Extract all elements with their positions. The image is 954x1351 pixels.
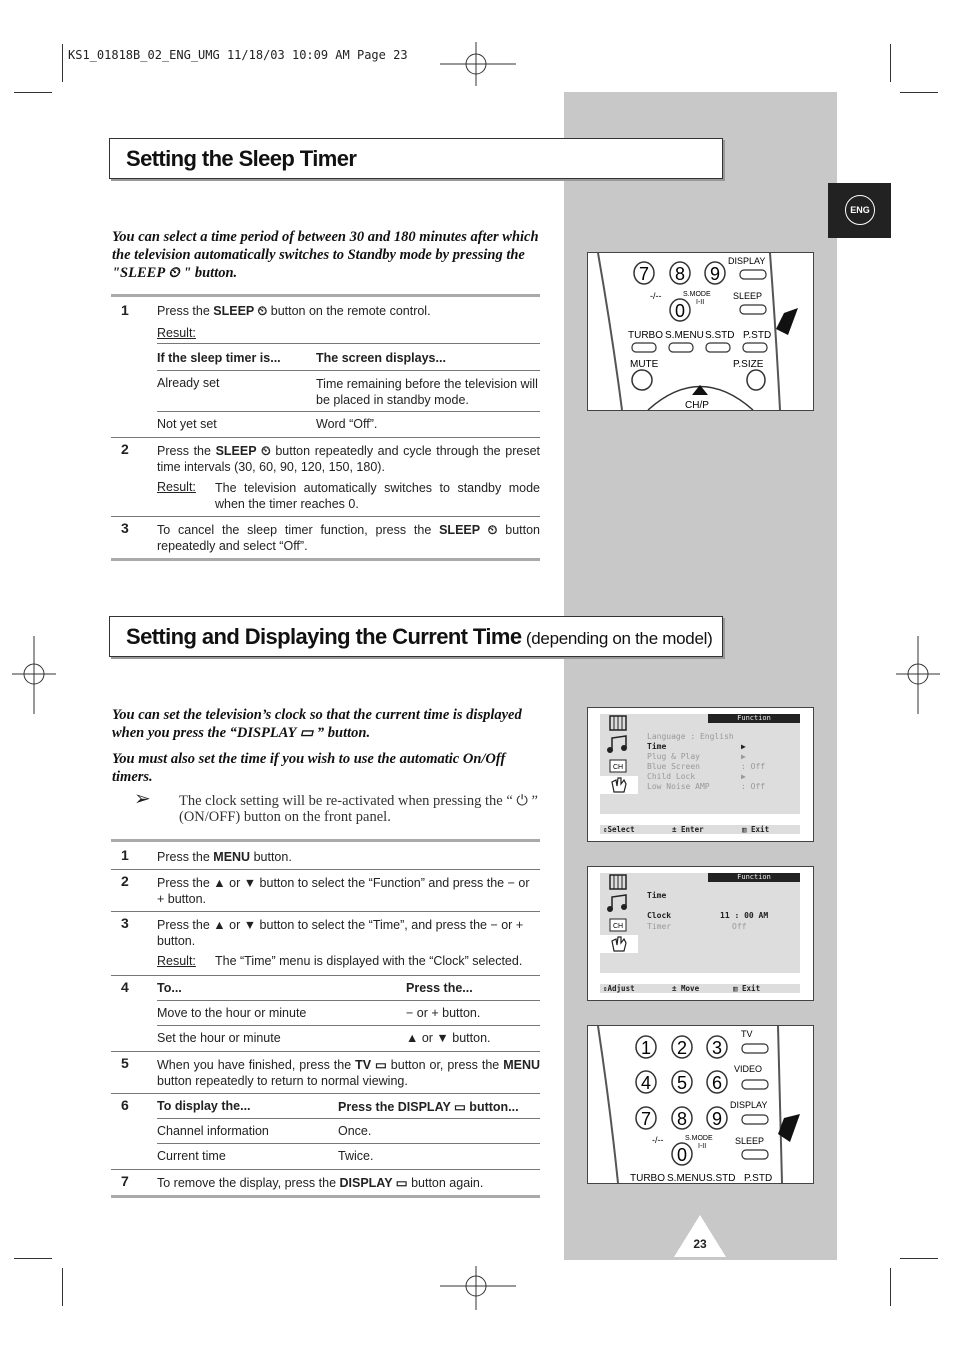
step-text xyxy=(157,1057,540,1089)
step-divider xyxy=(111,975,540,976)
text-run: When you have finished, press the xyxy=(157,1058,356,1072)
page-number-marker xyxy=(674,1215,726,1257)
text-run: button repeatedly and select “Off”. xyxy=(157,523,540,553)
button-label: SLEEP xyxy=(733,291,763,301)
crop-mark xyxy=(62,1268,63,1306)
step-number: 5 xyxy=(121,1055,129,1071)
button-label: DISPLAY xyxy=(730,1100,768,1110)
osd-sidebar xyxy=(600,714,638,794)
digit-label: 7 xyxy=(640,1109,652,1129)
table-cell: Word “Off”. xyxy=(316,417,378,431)
osd-value: ▶ xyxy=(741,772,746,781)
button-label: -/-- xyxy=(652,1135,664,1145)
digit-label: 2 xyxy=(676,1038,688,1058)
osd-title: Time xyxy=(647,891,667,900)
button-label: TURBO xyxy=(628,330,663,341)
note-arrow-icon: ➢ xyxy=(134,788,151,810)
sub-table-rule xyxy=(157,1143,540,1144)
osd-value: : Off xyxy=(741,782,766,791)
step-text xyxy=(157,443,540,475)
table-header: If the sleep timer is... xyxy=(157,351,281,365)
osd-item: Low Noise AMP xyxy=(647,782,710,791)
step-divider xyxy=(111,437,540,438)
language-tab xyxy=(828,183,891,238)
button-label: VIDEO xyxy=(734,1064,763,1074)
text-run: Press the xyxy=(157,304,214,318)
osd-footer xyxy=(600,984,800,993)
text-run: button or, press the xyxy=(386,1058,504,1072)
crop-mark xyxy=(890,44,891,82)
button-label: I-II xyxy=(696,299,705,306)
section-title xyxy=(110,617,722,657)
result-label: Result: xyxy=(157,954,196,968)
osd-footer-item: ▥ Exit xyxy=(742,825,770,834)
text-run: button again. xyxy=(407,1176,484,1190)
button-label: S.STD xyxy=(706,1173,736,1183)
osd-value: : Off xyxy=(741,762,766,771)
intro-text: You can select a time period of between 30 and 180 minutes after which the television automatically switches to Standby mode by pressing the "SLEEP ⏲ " button. xyxy=(112,229,539,281)
title-qualifier: (depending on the model) xyxy=(521,629,713,648)
step-number: 6 xyxy=(121,1097,129,1113)
registration-mark xyxy=(12,636,56,714)
step-divider xyxy=(111,1051,540,1052)
text-run: To cancel the sleep timer function, press the xyxy=(157,523,440,537)
osd-value: Off xyxy=(732,922,747,931)
table-cell: Already set xyxy=(157,376,220,390)
remote-drawing xyxy=(588,1026,813,1183)
text-run: Press the xyxy=(157,850,214,864)
digit-label: 8 xyxy=(676,1109,688,1129)
intro-text: You can set the television’s clock so that the current time is displayed when you press the “DISPLAY ▭ ” button. xyxy=(112,707,522,741)
osd-header: Function xyxy=(708,873,800,882)
step-divider xyxy=(111,1093,540,1094)
result-text: The “Time” menu is displayed with the “Clock” selected. xyxy=(215,954,523,968)
button-label: S.MODE xyxy=(683,291,711,298)
table-cell: Time remaining before the television will be placed in standby mode. xyxy=(316,377,538,407)
sub-table-rule xyxy=(157,1118,540,1119)
page-number-triangle xyxy=(674,1215,726,1257)
text-run: MENU xyxy=(213,850,251,864)
osd-item: Child Lock xyxy=(647,772,696,781)
table-cell: Not yet set xyxy=(157,417,217,431)
section-title: Setting the Sleep Timer xyxy=(126,146,357,171)
text-run: TV ▭ xyxy=(355,1058,387,1072)
table-cell: − or + button. xyxy=(406,1006,481,1020)
result-label: Result: xyxy=(157,480,196,494)
osd-footer-item: ⇕Select xyxy=(603,825,635,834)
osd-value: ▶ xyxy=(741,752,746,761)
digit-label: 3 xyxy=(711,1038,723,1058)
step-divider xyxy=(111,516,540,517)
osd-value: 11 : 00 AM xyxy=(720,911,769,920)
osd-sidebar xyxy=(600,873,638,953)
ch-label: CH xyxy=(612,764,624,771)
step-number: 2 xyxy=(121,873,129,889)
crop-mark xyxy=(62,44,63,82)
step-number: 4 xyxy=(121,979,129,995)
section-title-box xyxy=(109,616,723,657)
digit-label: 0 xyxy=(676,1145,688,1165)
button-label: I-II xyxy=(698,1143,707,1150)
button-label: -/-- xyxy=(650,291,662,301)
sub-table-rule xyxy=(157,343,540,344)
osd-menu-icons xyxy=(600,714,638,794)
table-header: To display the... xyxy=(157,1099,251,1113)
intro-text: You must also set the time if you wish to use the automatic On/Off timers. xyxy=(112,751,506,785)
text-run: button repeatedly to return to normal viewing. xyxy=(157,1074,408,1088)
button-label: SLEEP xyxy=(735,1136,765,1146)
digit-label: 6 xyxy=(711,1073,723,1093)
sub-table-rule xyxy=(157,1000,540,1001)
text-run: DISPLAY ▭ xyxy=(339,1176,408,1190)
step-divider xyxy=(111,911,540,912)
digit-label: 1 xyxy=(640,1038,652,1058)
table-cell: Twice. xyxy=(338,1149,374,1163)
text-run: Press the xyxy=(157,444,216,458)
sub-table-rule xyxy=(157,1025,540,1026)
osd-item-selected: Time xyxy=(647,742,667,751)
crop-mark xyxy=(890,1268,891,1306)
osd-footer xyxy=(600,825,800,834)
remote-drawing xyxy=(588,253,813,410)
registration-mark xyxy=(440,1266,516,1310)
digit-label: 9 xyxy=(709,264,721,284)
step-text xyxy=(157,1175,540,1191)
text-run: SLEEP ⏲ xyxy=(213,304,268,318)
step-number: 1 xyxy=(121,847,129,863)
step-number: 3 xyxy=(121,915,129,931)
osd-header: Function xyxy=(708,714,800,723)
table-header: The screen displays... xyxy=(316,351,446,365)
osd-time-menu xyxy=(587,866,814,1001)
table-cell: Set the hour or minute xyxy=(157,1031,281,1045)
table-header: To... xyxy=(157,981,182,995)
registration-mark xyxy=(440,42,516,86)
osd-item: Plug & Play xyxy=(647,752,700,761)
crop-mark xyxy=(900,92,938,93)
text-run: button repeatedly and cycle through the preset time intervals (30, 60, 90, 120, 150, 180). xyxy=(157,444,540,474)
osd-footer-item: ± Move xyxy=(672,984,700,993)
table-cell: ▲ or ▼ button. xyxy=(406,1031,491,1045)
text-run: button on the remote control. xyxy=(267,304,431,318)
text-run: SLEEP ⏲ xyxy=(439,523,498,537)
text-run: MENU xyxy=(503,1058,540,1072)
button-label: TURBO xyxy=(630,1173,665,1183)
remote-illustration xyxy=(587,1025,814,1184)
button-label: S.MENU xyxy=(665,330,704,341)
text-run: button. xyxy=(250,850,292,864)
clock-steps xyxy=(111,842,540,1198)
text-run: SLEEP ⏲ xyxy=(215,444,271,458)
button-label: S.STD xyxy=(705,330,735,341)
remote-illustration xyxy=(587,252,814,411)
section-title-box xyxy=(109,138,723,179)
table-header: Press the DISPLAY ▭ button... xyxy=(338,1100,519,1114)
title-main: Setting and Displaying the Current Time xyxy=(126,624,522,649)
button-label: P.STD xyxy=(744,1173,773,1183)
button-label: S.MENU xyxy=(667,1173,706,1183)
table-header: Press the... xyxy=(406,981,473,995)
button-label: P.SIZE xyxy=(733,359,764,370)
page-number: 23 xyxy=(693,1237,707,1251)
step-divider xyxy=(111,869,540,870)
digit-label: 0 xyxy=(674,301,686,321)
crop-mark xyxy=(900,1258,938,1259)
ch-label: CH xyxy=(612,923,624,930)
step-number: 3 xyxy=(121,520,129,536)
sleep-steps xyxy=(111,297,540,565)
print-slug: KS1_01818B_02_ENG_UMG 11/18/03 10:09 AM Page 23 xyxy=(68,48,408,62)
table-bottom-rule xyxy=(111,558,540,561)
digit-label: 5 xyxy=(676,1073,688,1093)
button-label: MUTE xyxy=(630,359,659,370)
step-number: 7 xyxy=(121,1173,129,1189)
result-text: The television automatically switches to standby mode when the timer reaches 0. xyxy=(215,481,540,511)
osd-item: Timer xyxy=(647,922,672,931)
digit-label: 7 xyxy=(638,264,650,284)
table-cell: Once. xyxy=(338,1124,372,1138)
step-text xyxy=(157,522,540,554)
table-cell: Move to the hour or minute xyxy=(157,1006,307,1020)
digit-label: 8 xyxy=(674,264,686,284)
osd-item: Language : English xyxy=(647,732,734,741)
sub-table-rule xyxy=(157,411,540,412)
osd-footer-item: ▥ Exit xyxy=(733,984,761,993)
step-text: Press the ▲ or ▼ button to select the “Function” and press the − or + button. xyxy=(157,876,530,906)
registration-mark xyxy=(896,636,940,714)
sub-table-rule xyxy=(157,370,540,371)
button-label: TV xyxy=(741,1029,753,1039)
button-label: P.STD xyxy=(743,330,772,341)
osd-value: ▶ xyxy=(741,742,746,751)
button-label: S.MODE xyxy=(685,1135,713,1142)
step-divider xyxy=(111,1169,540,1170)
crop-mark xyxy=(14,92,52,93)
digit-label: 4 xyxy=(640,1073,652,1093)
step-number: 2 xyxy=(121,441,129,457)
osd-item-selected: Clock xyxy=(647,911,672,920)
eng-badge: ENG xyxy=(845,195,875,225)
crop-mark xyxy=(14,1258,52,1259)
table-cell: Current time xyxy=(157,1149,226,1163)
osd-footer-item: ⇕Adjust xyxy=(603,984,635,993)
table-bottom-rule xyxy=(111,1195,540,1198)
button-label: DISPLAY xyxy=(728,256,766,266)
digit-label: 9 xyxy=(711,1109,723,1129)
text-run: To remove the display, press the xyxy=(157,1176,340,1190)
osd-function-menu xyxy=(587,707,814,842)
step-text: Press the ▲ or ▼ button to select the “Time”, and press the − or + button. xyxy=(157,918,524,948)
osd-menu-icons xyxy=(600,873,638,953)
button-label: CH/P xyxy=(685,400,709,410)
step-text xyxy=(157,849,540,865)
step-text xyxy=(157,303,540,319)
step-number: 1 xyxy=(121,302,129,318)
osd-footer-item: ± Enter xyxy=(672,825,704,834)
note-text: The clock setting will be re-activated when pressing the “ ⏻ ” (ON/OFF) button on the front panel. xyxy=(179,793,538,825)
result-label: Result: xyxy=(157,326,196,340)
osd-item: Blue Screen xyxy=(647,762,700,771)
table-cell: Channel information xyxy=(157,1124,269,1138)
